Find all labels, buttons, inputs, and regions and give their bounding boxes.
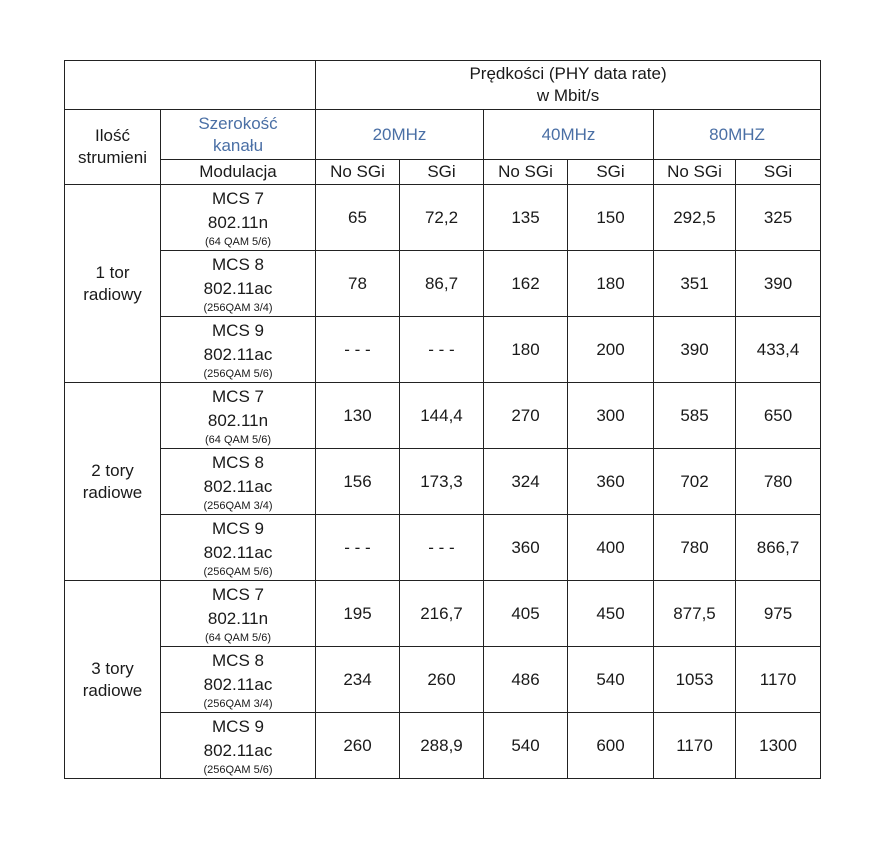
modulation-cell [161, 185, 316, 251]
rate-title-cell [316, 61, 821, 110]
rate-value-cell: 86,7 [400, 251, 484, 317]
wifi-standard: 802.11ac [203, 674, 273, 694]
streams-header-cell [65, 110, 161, 185]
qam-coding: (256QAM 5/6) [203, 565, 273, 578]
stream-group-line2: radiowy [83, 284, 142, 304]
rate-value-cell: 300 [568, 383, 654, 449]
bandwidth-20mhz-header: 20MHz [316, 110, 484, 160]
channel-width-header-cell [161, 110, 316, 160]
gi-header-cell: No SGi [654, 160, 736, 185]
rate-title-line1: Prędkości (PHY data rate) [469, 64, 667, 83]
modulation-cell [161, 515, 316, 581]
rate-value-cell: 650 [736, 383, 821, 449]
modulation-cell [161, 383, 316, 449]
rate-value-cell: 260 [316, 713, 400, 779]
stream-group-cell [65, 185, 161, 383]
table-row [65, 713, 821, 779]
modulation-header-cell: Modulacja [161, 160, 316, 185]
modulation-cell [161, 581, 316, 647]
gi-header-cell: SGi [736, 160, 821, 185]
rate-value-cell: 72,2 [400, 185, 484, 251]
streams-label-line1: Ilość [95, 126, 130, 145]
rate-value-cell: 360 [484, 515, 568, 581]
rate-value-cell: 702 [654, 449, 736, 515]
mcs-index: MCS 8 [212, 452, 264, 472]
rate-value-cell: 780 [736, 449, 821, 515]
rate-value-cell: 390 [736, 251, 821, 317]
stream-group-cell [65, 383, 161, 581]
rate-value-cell: 144,4 [400, 383, 484, 449]
rate-value-cell: 260 [400, 647, 484, 713]
rate-value-cell: 78 [316, 251, 400, 317]
rate-value-cell: 195 [316, 581, 400, 647]
mcs-index: MCS 9 [212, 716, 264, 736]
qam-coding: (256QAM 5/6) [203, 367, 273, 380]
stream-group-cell [65, 581, 161, 779]
rate-value-cell: 486 [484, 647, 568, 713]
modulation-cell [161, 647, 316, 713]
rate-value-cell: 405 [484, 581, 568, 647]
rate-value-cell: - - - [316, 317, 400, 383]
rate-value-cell: 975 [736, 581, 821, 647]
table-row [65, 383, 821, 449]
gi-header-cell: SGi [400, 160, 484, 185]
wifi-standard: 802.11n [207, 608, 269, 628]
rate-value-cell: - - - [316, 515, 400, 581]
rate-value-cell: 173,3 [400, 449, 484, 515]
rate-value-cell: 866,7 [736, 515, 821, 581]
rate-value-cell: 433,4 [736, 317, 821, 383]
bandwidth-40mhz-header: 40MHz [484, 110, 654, 160]
mcs-index: MCS 7 [212, 584, 264, 604]
phy-rate-table [64, 60, 821, 779]
gi-header-row [65, 160, 821, 185]
rate-value-cell: 400 [568, 515, 654, 581]
rate-value-cell: 150 [568, 185, 654, 251]
table-row [65, 515, 821, 581]
wifi-standard: 802.11ac [203, 344, 273, 364]
rate-value-cell: 292,5 [654, 185, 736, 251]
rate-value-cell: - - - [400, 515, 484, 581]
mcs-index: MCS 8 [212, 650, 264, 670]
rate-value-cell: 877,5 [654, 581, 736, 647]
rate-value-cell: 1300 [736, 713, 821, 779]
rate-title-line2: w Mbit/s [536, 86, 600, 105]
rate-value-cell: 324 [484, 449, 568, 515]
rate-value-cell: 585 [654, 383, 736, 449]
rate-value-cell: 1170 [736, 647, 821, 713]
mcs-index: MCS 7 [212, 386, 264, 406]
rate-value-cell: 540 [568, 647, 654, 713]
qam-coding: (64 QAM 5/6) [204, 235, 272, 248]
stream-group-line1: 3 tory [91, 658, 134, 678]
mcs-index: MCS 9 [212, 320, 264, 340]
gi-header-cell: No SGi [316, 160, 400, 185]
qam-coding: (256QAM 3/4) [203, 697, 273, 710]
table-row [65, 317, 821, 383]
rate-value-cell: 360 [568, 449, 654, 515]
mcs-index: MCS 9 [212, 518, 264, 538]
rate-value-cell: 200 [568, 317, 654, 383]
table-row [65, 581, 821, 647]
rate-value-cell: 600 [568, 713, 654, 779]
rate-value-cell: 234 [316, 647, 400, 713]
table-title-row [65, 61, 821, 110]
rate-value-cell: 65 [316, 185, 400, 251]
rate-value-cell: 390 [654, 317, 736, 383]
rate-value-cell: 1053 [654, 647, 736, 713]
rate-value-cell: 156 [316, 449, 400, 515]
wifi-standard: 802.11n [207, 212, 269, 232]
rate-value-cell: 180 [568, 251, 654, 317]
table-row [65, 185, 821, 251]
rate-value-cell: 540 [484, 713, 568, 779]
bandwidth-header-row [65, 110, 821, 160]
modulation-cell [161, 449, 316, 515]
mcs-index: MCS 8 [212, 254, 264, 274]
wifi-standard: 802.11ac [203, 740, 273, 760]
rate-value-cell: 351 [654, 251, 736, 317]
stream-group-line1: 2 tory [91, 460, 134, 480]
qam-coding: (64 QAM 5/6) [204, 631, 272, 644]
gi-header-cell: No SGi [484, 160, 568, 185]
wifi-standard: 802.11ac [203, 278, 273, 298]
rate-value-cell: 135 [484, 185, 568, 251]
rate-value-cell: 325 [736, 185, 821, 251]
rate-value-cell: 1170 [654, 713, 736, 779]
rate-value-cell: 162 [484, 251, 568, 317]
stream-group-line2: radiowe [82, 680, 143, 700]
wifi-standard: 802.11n [207, 410, 269, 430]
width-label-line1: Szerokość [198, 113, 278, 133]
rate-value-cell: 130 [316, 383, 400, 449]
rate-value-cell: 450 [568, 581, 654, 647]
qam-coding: (256QAM 5/6) [203, 763, 273, 776]
modulation-cell [161, 251, 316, 317]
table-row [65, 251, 821, 317]
rate-value-cell: 288,9 [400, 713, 484, 779]
stream-group-line2: radiowe [82, 482, 143, 502]
qam-coding: (256QAM 3/4) [203, 499, 273, 512]
bandwidth-80mhz-header: 80MHZ [654, 110, 821, 160]
wifi-standard: 802.11ac [203, 542, 273, 562]
empty-corner-cell [65, 61, 316, 110]
gi-header-cell: SGi [568, 160, 654, 185]
rate-value-cell: - - - [400, 317, 484, 383]
rate-value-cell: 216,7 [400, 581, 484, 647]
rate-value-cell: 180 [484, 317, 568, 383]
wifi-standard: 802.11ac [203, 476, 273, 496]
streams-label-line2: strumieni [78, 148, 147, 167]
qam-coding: (64 QAM 5/6) [204, 433, 272, 446]
table-row [65, 449, 821, 515]
modulation-cell [161, 317, 316, 383]
modulation-cell [161, 713, 316, 779]
rate-value-cell: 270 [484, 383, 568, 449]
stream-group-line1: 1 tor [95, 262, 130, 282]
rate-value-cell: 780 [654, 515, 736, 581]
qam-coding: (256QAM 3/4) [203, 301, 273, 314]
table-row [65, 647, 821, 713]
mcs-index: MCS 7 [212, 188, 264, 208]
width-label-line2: kanału [212, 135, 264, 155]
